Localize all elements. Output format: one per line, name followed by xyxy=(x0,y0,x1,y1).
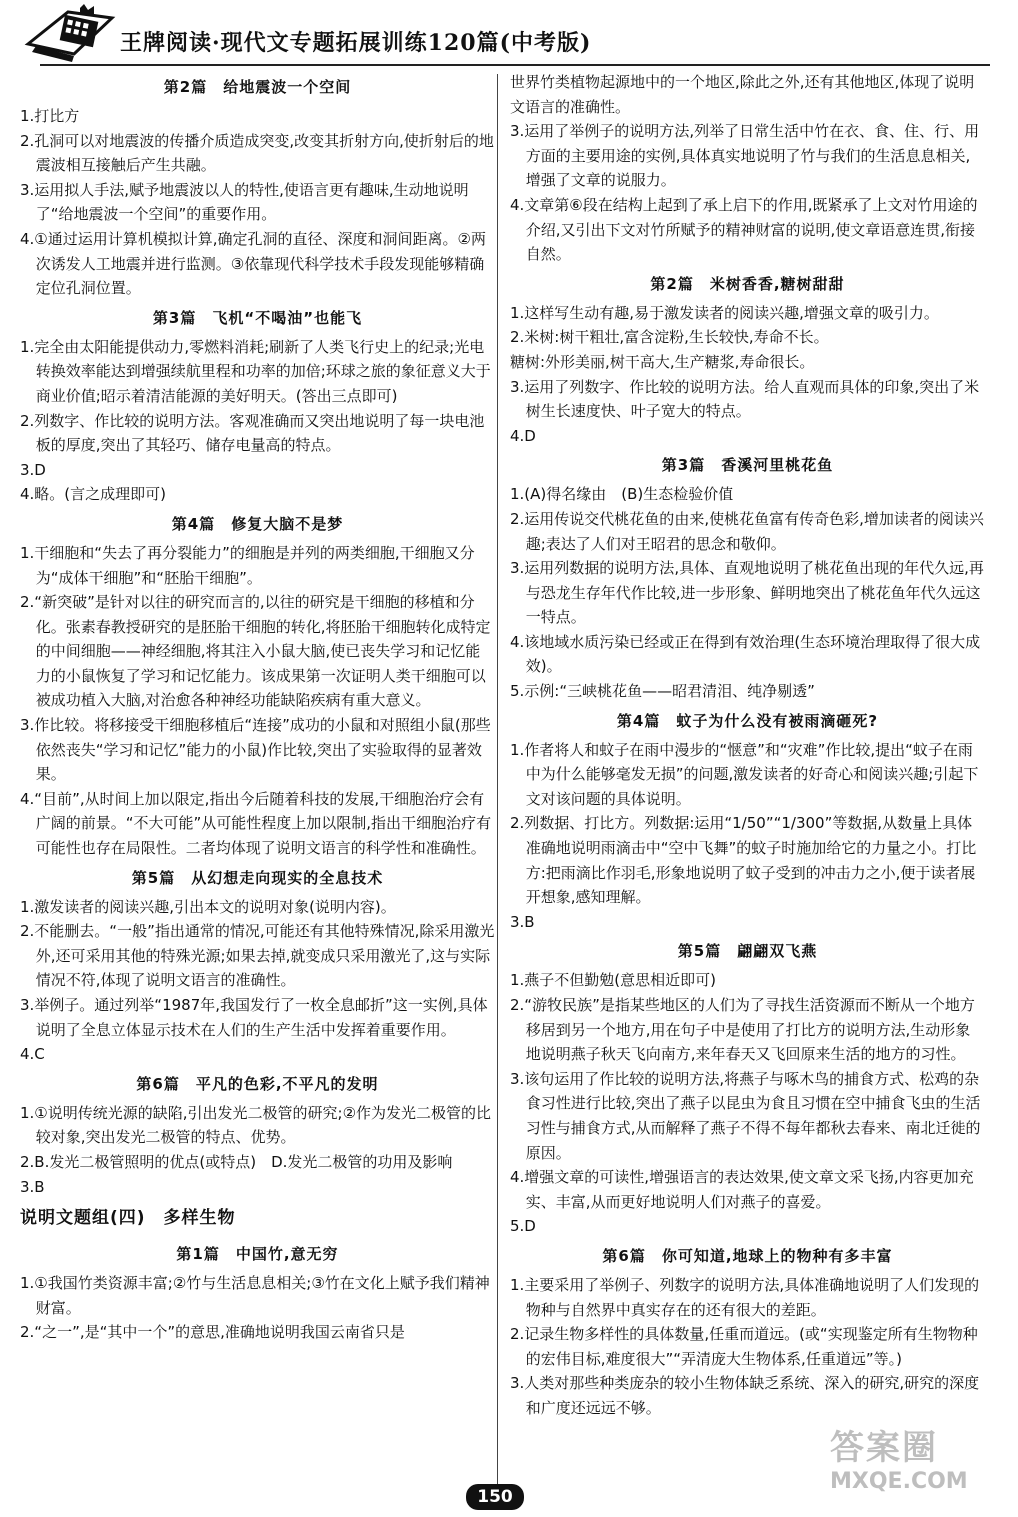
column-divider xyxy=(497,74,498,1484)
answer-item: 4.增强文章的可读性,增强语言的表达效果,使文章文采飞扬,内容更加充实、丰富,从而更好地说明人们对燕子的喜爱。 xyxy=(510,1168,974,1211)
answer-item: 1.激发读者的阅读兴趣,引出本文的说明对象(说明内容)。 xyxy=(20,897,396,916)
answer-item: 3.D xyxy=(20,460,46,479)
section-heading: 第4篇 蚊子为什么没有被雨滴砸死? xyxy=(616,711,879,730)
answer-item: 4.C xyxy=(20,1045,45,1064)
answer-item: 2.“游牧民族”是指某些地区的人们为了寻找生活资源而不断从一个地方移居到另一个地方,用在句子中是使用了打比方的说明方法,生动形象地说明燕子秋天飞向南方,来年春天又飞回原来生活的地方的习性。 xyxy=(510,996,975,1064)
answer-continuation: 糖树:外形美丽,树干高大,生产糖浆,寿命很长。 xyxy=(510,352,815,371)
header-rule xyxy=(40,64,990,66)
answer-item: 2.“之一”,是“其中一个”的意思,准确地说明我国云南省只是 xyxy=(20,1323,405,1342)
answer-item: 3.举例子。通过列举“1987年,我国发行了一枚全息邮折”这一实例,具体说明了全息立体显示技术在人们的生产生活中发挥着重要作用。 xyxy=(20,996,488,1039)
answer-item: 2.不能删去。“一般”指出通常的情况,可能还有其他特殊情况,除采用激光外,还可采用其他的特殊光源;如果去掉,就变成只采用激光了,这与实际情况不符,体现了说明文语言的准确性。 xyxy=(20,922,495,990)
answer-item: 1.作者将人和蚊子在雨中漫步的“惬意”和“灾难”作比较,提出“蚊子在雨中为什么能够毫发无损”的问题,激发读者的好奇心和阅读兴趣;引起下文对该问题的具体说明。 xyxy=(510,740,979,808)
answer-item: 2.运用传说交代桃花鱼的由来,使桃花鱼富有传奇色彩,增加读者的阅读兴趣;表达了人们对王昭君的思念和敬仰。 xyxy=(510,509,984,553)
answer-item: 3.该句运用了作比较的说明方法,将燕子与啄木鸟的捕食方式、松鸡的杂食习性进行比较,突出了燕子以昆虫为食且习惯在空中捕食飞虫的生活习性与捕食方式,从而解释了燕子不得不每年都秋去春来、南北迁徙的原因。 xyxy=(510,1069,981,1162)
answer-item: 3.运用了举例子的说明方法,列举了日常生活中竹在衣、食、住、行、用方面的主要用途的实例,具体真实地说明了竹与我们的生活息息相关,增强了文章的说服力。 xyxy=(510,122,980,190)
right-column xyxy=(510,70,985,1421)
answer-item: 1.主要采用了举例子、列数字的说明方法,具体准确地说明了人们发现的物种与自然界中真实存在的还有很大的差距。 xyxy=(510,1275,980,1319)
answer-item: 1.①说明传统光源的缺陷,引出发光二极管的研究;②作为发光二极管的比较对象,突出发光二极管的特点、优势。 xyxy=(20,1103,492,1147)
group-heading: 说明文题组(四) 多样生物 xyxy=(20,1208,236,1229)
page-number: 150 xyxy=(466,1484,524,1510)
section-heading: 第6篇 平凡的色彩,不平凡的发明 xyxy=(136,1074,379,1093)
watermark-logo xyxy=(830,1420,1005,1512)
answer-item: 1.干细胞和“失去了再分裂能力”的细胞是并列的两类细胞,干细胞又分为“成体干细胞”和“胚胎干细胞”。 xyxy=(20,543,475,587)
section-heading: 第6篇 你可知道,地球上的物种有多丰富 xyxy=(602,1246,893,1265)
answer-item: 2.“新突破”是针对以往的研究而言的,以往的研究是干细胞的移植和分化。张素春教授研究的是胚胎干细胞的转化,将胚胎干细胞转化成特定的中间细胞——神经细胞,将其注入小鼠大脑,使已丧失学习和记忆能力的小鼠恢复了学习和记忆能力。该成果第一次证明人类干细胞可以被成功植入大脑,对治愈各种神经功能缺陷疾病有重大意义。 xyxy=(20,593,491,710)
section-heading: 第5篇 翩翩双飞燕 xyxy=(677,942,818,961)
section-heading: 第3篇 飞机“不喝油”也能飞 xyxy=(152,308,363,327)
answer-item: 3.人类对那些种类庞杂的较小生物体缺乏系统、深入的研究,研究的深度和广度还远远不够。 xyxy=(510,1374,980,1417)
answer-item: 1.这样写生动有趣,易于激发读者的阅读兴趣,增强文章的吸引力。 xyxy=(510,303,939,322)
answer-item: 3.运用了列数字、作比较的说明方法。给人直观而具体的印象,突出了米树生长速度快、叶子宽大的特点。 xyxy=(510,377,980,421)
answer-item: 5.D xyxy=(510,1217,536,1236)
section-heading: 第3篇 香溪河里桃花鱼 xyxy=(661,456,834,475)
answer-continuation: 世界竹类植物起源地中的一个地区,除此之外,还有其他地区,体现了说明文语言的准确性。 xyxy=(510,73,975,116)
answer-item: 2.列数据、打比方。列数据:运用“1/50”“1/300”等数据,从数量上具体准确地说明雨滴击中“空中飞舞”的蚊子时施加给它的力量之小。打比方:把雨滴比作羽毛,形象地说明了蚊子受到的冲击力之小,便于读者展开想象,感知理解。 xyxy=(510,814,977,907)
watermark-en: MXQE.COM xyxy=(830,1469,968,1494)
section-heading: 第2篇 米树香香,糖树甜甜 xyxy=(650,274,845,293)
answer-item: 4.文章第⑥段在结构上起到了承上启下的作用,既紧承了上文对竹用途的介绍,又引出下文对竹所赋予的精神财富的说明,使文章语意连贯,衔接自然。 xyxy=(510,195,978,264)
answer-item: 1.(A)得名缘由 (B)生态检验价值 xyxy=(510,485,734,504)
answer-item: 2.列数字、作比较的说明方法。客观准确而又突出地说明了每一块电池板的厚度,突出了其轻巧、储存电量高的特点。 xyxy=(20,411,485,455)
book-logo-icon xyxy=(22,4,118,66)
page-header xyxy=(0,0,1018,70)
answer-item: 3.作比较。将移接受干细胞移植后“连接”成功的小鼠和对照组小鼠(那些依然丧失“学习和记忆”能力的小鼠)作比较,突出了实验取得的显著效果。 xyxy=(20,716,491,784)
book-title: 王牌阅读·现代文专题拓展训练120篇(中考版) xyxy=(120,30,592,56)
answer-item: 5.示例:“三峡桃花鱼——昭君清泪、纯净剔透” xyxy=(510,682,815,701)
section-heading: 第5篇 从幻想走向现实的全息技术 xyxy=(131,868,384,887)
watermark-cn: 答案圈 xyxy=(830,1428,938,1468)
section-heading: 第1篇 中国竹,意无穷 xyxy=(176,1245,339,1264)
answer-item: 4.“目前”,从时间上加以限定,指出今后随着科技的发展,干细胞治疗会有广阔的前景。“不大可能”从可能性程度上加以限制,指出干细胞治疗有可能性也存在局限性。二者均体现了说明文语言的科学性和准确性。 xyxy=(20,789,492,858)
left-column xyxy=(20,70,495,1345)
answer-item: 3.B xyxy=(510,912,535,931)
answer-item: 1.打比方 xyxy=(20,107,80,125)
answer-item: 3.B xyxy=(20,1177,45,1196)
answer-item: 4.①通过运用计算机模拟计算,确定孔洞的直径、深度和洞间距离。②两次诱发人工地震并进行监测。③依靠现代科学技术手段发现能够精确定位孔洞位置。 xyxy=(20,229,486,298)
answer-item: 2.米树:树干粗壮,富含淀粉,生长较快,寿命不长。 xyxy=(510,328,829,347)
section-heading: 第2篇 给地震波一个空间 xyxy=(163,78,352,96)
answer-item: 2.B.发光二极管照明的优点(或特点) D.发光二极管的功用及影响 xyxy=(20,1152,453,1171)
answer-item: 1.燕子不但勤勉(意思相近即可) xyxy=(510,971,717,990)
answer-item: 3.运用拟人手法,赋予地震波以人的特性,使语言更有趣味,生动地说明了“给地震波一个空间”的重要作用。 xyxy=(20,180,469,224)
answer-item: 4.D xyxy=(510,426,536,445)
answer-item: 1.①我国竹类资源丰富;②竹与生活息息相关;③竹在文化上赋予我们精神财富。 xyxy=(20,1274,490,1317)
answer-item: 4.略。(言之成理即可) xyxy=(20,485,167,504)
answer-item: 1.完全由太阳能提供动力,零燃料消耗;刷新了人类飞行史上的纪录;光电转换效率能达到增强续航里程和功率的加倍;环球之旅的象征意义大于商业价值;昭示着清洁能源的美好明天。(答出三点即可) xyxy=(20,337,491,405)
section-heading: 第4篇 修复大脑不是梦 xyxy=(171,514,344,533)
answer-item: 2.记录生物多样性的具体数量,任重而道远。(或“实现鉴定所有生物物种的宏伟目标,难度很大”“弄清庞大生物体系,任重道远”等。) xyxy=(510,1325,978,1368)
answer-item: 3.运用列数据的说明方法,具体、直观地说明了桃花鱼出现的年代久远,再与恐龙生存年代作比较,进一步形象、鲜明地突出了桃花鱼年代久远这一特点。 xyxy=(510,559,984,627)
answer-item: 2.孔洞可以对地震波的传播介质造成突变,改变其折射方向,使折射后的地震波相互接触后产生共融。 xyxy=(20,131,494,175)
answer-item: 4.该地域水质污染已经或正在得到有效治理(生态环境治理取得了很大成效)。 xyxy=(510,632,981,676)
